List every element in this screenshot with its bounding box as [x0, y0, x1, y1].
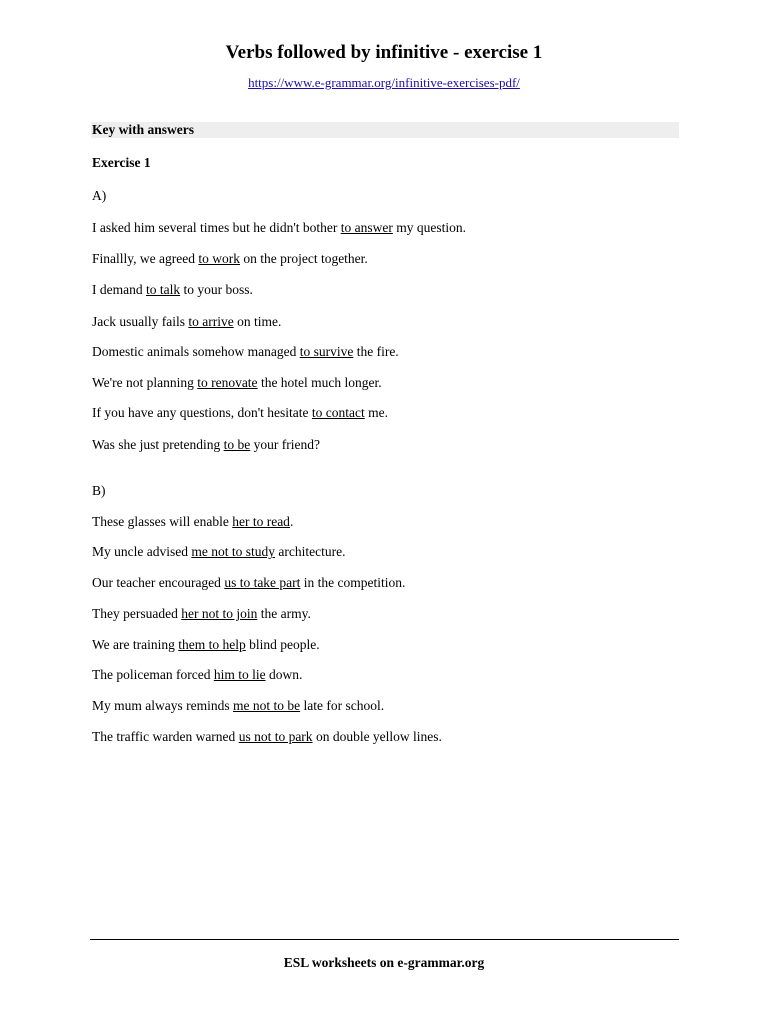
sentence-text: on double yellow lines.	[312, 729, 442, 744]
sentence-text: .	[289, 514, 294, 529]
answer: him to lie	[213, 667, 266, 682]
key-heading: Key with answers	[91, 122, 679, 138]
footer-text: ESL worksheets on e-grammar.org	[283, 955, 485, 970]
sentence-text: Was she just pretending	[92, 437, 224, 452]
section-label-a: A)	[92, 188, 107, 203]
source-link[interactable]: https://www.e-grammar.org/infinitive-exercises-pdf/	[248, 75, 520, 90]
sentence-a-1	[92, 220, 466, 236]
sentence-text: Finallly, we agreed	[92, 251, 199, 266]
answer: her not to join	[181, 606, 258, 621]
sentence-text: The traffic warden warned	[92, 729, 239, 744]
sentence-b-1	[92, 514, 293, 530]
sentence-text: Our teacher encouraged	[92, 575, 225, 590]
sentence-text: the army.	[257, 606, 311, 621]
sentence-text: on time.	[233, 314, 282, 329]
sentence-b-8	[92, 729, 442, 745]
sentence-text: We're not planning	[92, 375, 198, 390]
answer: to contact	[311, 405, 365, 420]
sentence-text: to your boss.	[180, 282, 253, 297]
sentence-a-6	[92, 375, 382, 391]
answer: to survive	[299, 344, 354, 359]
sentence-text: Domestic animals somehow managed	[92, 344, 300, 359]
source-link-line	[0, 75, 768, 91]
exercise-heading: Exercise 1	[92, 155, 151, 170]
sentence-a-7	[92, 405, 388, 421]
sentence-text: the hotel much longer.	[257, 375, 382, 390]
sentence-b-6	[92, 667, 302, 683]
sentence-text: We are training	[92, 637, 179, 652]
sentence-text: They persuaded	[92, 606, 182, 621]
answer: to renovate	[197, 375, 258, 390]
sentence-text: These glasses will enable	[92, 514, 233, 529]
page-title: Verbs followed by infinitive - exercise 1	[225, 42, 543, 63]
sentence-a-2	[92, 251, 368, 267]
answer: to arrive	[188, 314, 234, 329]
sentence-b-5	[92, 637, 320, 653]
sentence-text: me.	[364, 405, 388, 420]
answer: to answer	[340, 220, 393, 235]
sentence-text: down.	[265, 667, 303, 682]
sentence-a-8	[92, 437, 320, 453]
sentence-text: in the competition.	[300, 575, 406, 590]
sentence-text: I demand	[92, 282, 146, 297]
answer: us to take part	[224, 575, 301, 590]
sentence-text: The policeman forced	[92, 667, 214, 682]
sentence-a-5	[92, 344, 399, 360]
sentence-text: blind people.	[245, 637, 320, 652]
sentence-text: your friend?	[250, 437, 320, 452]
sentence-text: My mum always reminds	[92, 698, 233, 713]
answer: me not to study	[191, 544, 275, 559]
sentence-text: Jack usually fails	[92, 314, 189, 329]
sentence-b-4	[92, 606, 311, 622]
footer-divider	[90, 939, 679, 940]
answer: her to read	[232, 514, 290, 529]
sentence-text: on the project together.	[239, 251, 368, 266]
sentence-b-7	[92, 698, 384, 714]
sentence-b-2	[92, 544, 345, 560]
answer: to be	[223, 437, 251, 452]
sentence-text: My uncle advised	[92, 544, 192, 559]
sentence-text: the fire.	[353, 344, 399, 359]
answer: us not to park	[238, 729, 313, 744]
sentence-a-4	[92, 314, 281, 330]
answer: to work	[198, 251, 240, 266]
answer: them to help	[178, 637, 246, 652]
sentence-text: I asked him several times but he didn't bother	[92, 220, 341, 235]
sentence-a-3	[92, 282, 253, 298]
sentence-text: my question.	[392, 220, 466, 235]
section-label-b: B)	[92, 483, 106, 498]
sentence-text: late for school.	[300, 698, 385, 713]
answer: to talk	[145, 282, 181, 297]
sentence-b-3	[92, 575, 405, 591]
sentence-text: If you have any questions, don't hesitate	[92, 405, 312, 420]
answer: me not to be	[233, 698, 301, 713]
sentence-text: architecture.	[274, 544, 346, 559]
